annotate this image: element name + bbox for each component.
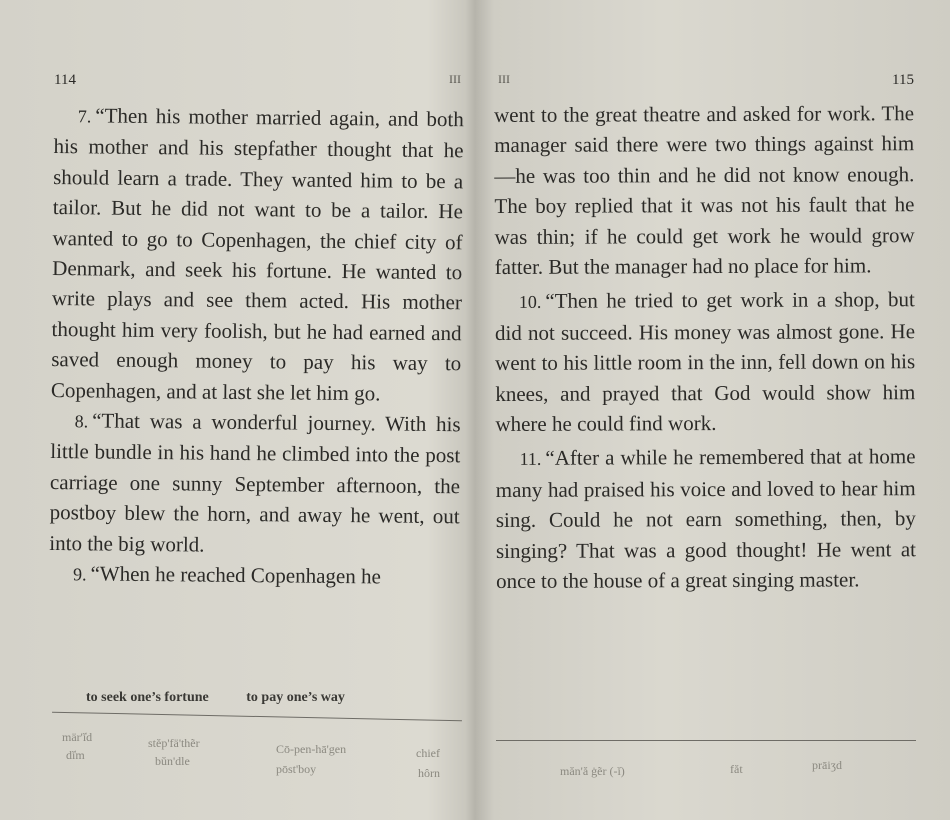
- paragraph: [495, 285, 916, 440]
- pronunciation: măn'ă ġẽr (-ĭ): [560, 764, 625, 778]
- footnote-phrase: to pay one’s way: [246, 690, 345, 705]
- paragraph-number: 8.: [74, 411, 89, 432]
- paragraph-text: went to the great theatre and asked for work. The manager said there were two things against him—he was too thin and he did not know enough. The boy replied that it was not his fault that he was thin; if he could get work he would grow fatter. But the manager had no place for him.: [494, 101, 915, 280]
- pronunciation: stĕp'fä'thẽr: [148, 736, 200, 750]
- corner-mark: III: [449, 72, 461, 86]
- paragraph-number: 11.: [519, 449, 542, 470]
- page-number: 115: [892, 72, 914, 88]
- footnote-rule: [496, 740, 916, 741]
- pronunciation: Cō-pen-hā'gen: [276, 742, 347, 756]
- pronunciation: bŭn'dle: [155, 754, 190, 768]
- paragraph-text: “When he reached Copenhagen he: [90, 561, 382, 589]
- paragraph-text: “Then he tried to get work in a shop, but did not succeed. His money was almost gone. He went to his little room in the inn, fell down on his knees, and prayed that God would show him where he could find work.: [494, 287, 916, 437]
- pronunciation: pōst'boy: [276, 762, 317, 776]
- paragraph: [495, 442, 916, 597]
- right-page: [482, 0, 950, 820]
- pronunciation: prāiʒd: [812, 758, 842, 772]
- paragraph: [49, 558, 459, 594]
- paragraph-text: “That was a wonderful journey. With his little bundle in his hand he climbed into the post carriage one sunny September afternoon, the postboy blew the horn, and away he went, out into the big world.: [49, 408, 461, 557]
- footnote-phrase: to seek one’s fortune: [86, 690, 209, 705]
- pronunciation: făt: [730, 762, 743, 776]
- pronunciation: mär'ĭ̍d: [62, 730, 93, 744]
- pronunciation: hôrn: [418, 766, 440, 780]
- paragraph-number: 9.: [72, 564, 87, 585]
- paragraph-number: 10.: [518, 292, 542, 313]
- page-number: 114: [54, 72, 76, 88]
- pronunciation: chief: [416, 746, 440, 760]
- paragraph: [494, 98, 915, 282]
- footnote-phrases: [86, 690, 379, 706]
- page-text: [494, 98, 916, 596]
- paragraph-text: “After a while he remembered that at home many had praised his voice and loved to hear him sing. Could he not earn something, then, by singing? That was a good thought! He went at once to the house of a great singing master.: [495, 444, 917, 594]
- footnote-rule: [52, 712, 462, 722]
- page-text: [49, 100, 464, 594]
- paragraph-number: 7.: [77, 106, 92, 127]
- corner-mark: III: [498, 72, 510, 86]
- paragraph: [49, 405, 461, 562]
- pronunciation: dĭ̍m: [66, 748, 85, 762]
- paragraph: [51, 100, 464, 409]
- paragraph-text: “Then his mother married again, and both his mother and his stepfather thought that he should learn a trade. They wanted him to be a tailor. But he did not want to be a tailor. He wanted to go to Copenhagen, the chief city of Denmark, and seek his fortune. He wanted to write plays and see them acted. His mother thought him very foolish, but he had earned and saved enough money to pay his way to Copenhagen, and at last she let him go.: [50, 103, 464, 406]
